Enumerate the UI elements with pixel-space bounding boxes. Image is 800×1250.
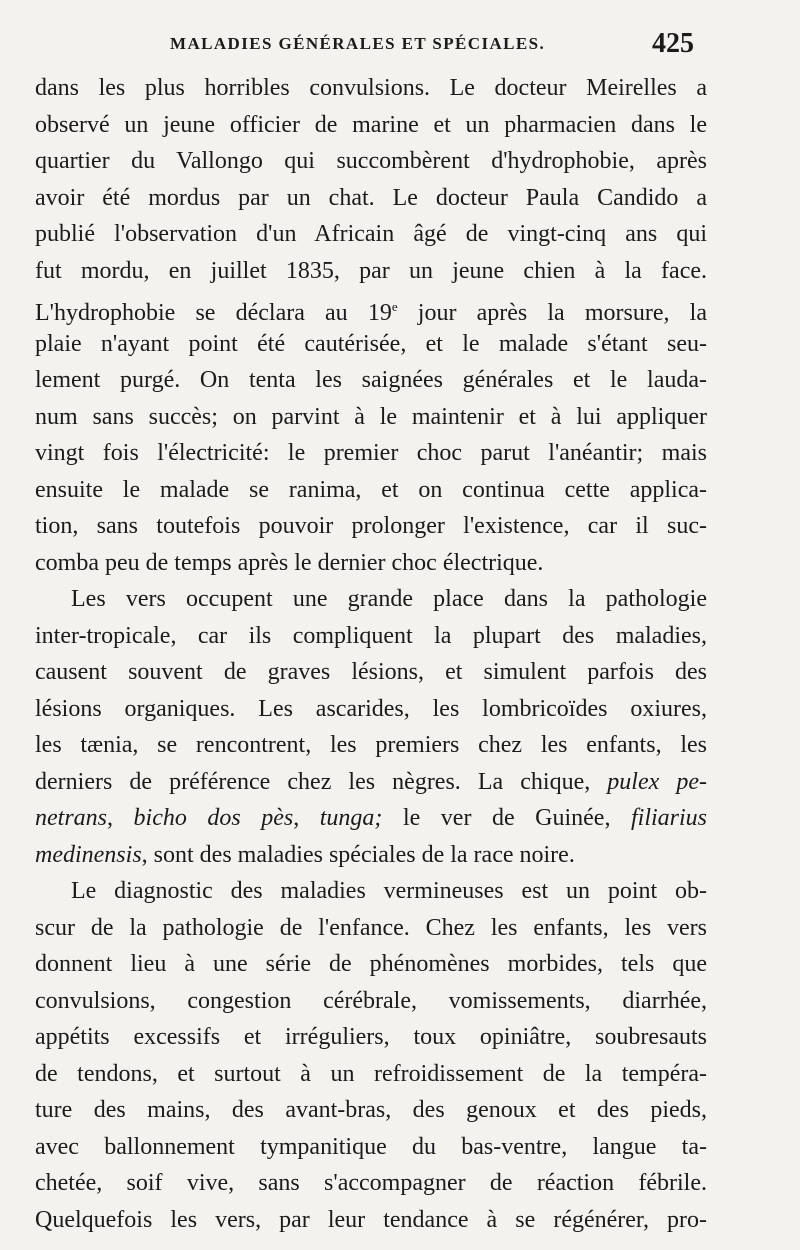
text-line: dans les plus horribles convulsions. Le docteur Meirelles a — [35, 75, 707, 101]
text-line: observé un jeune officier de marine et un pharmacien dans le — [35, 111, 707, 138]
text-line: netrans, bicho dos pès, tunga; le ver de Guinée, filiarius — [35, 805, 708, 831]
text-line: num sans succès; on parvint à le maintenir et à lui appliquer — [35, 403, 707, 430]
text-line: publié l'observation d'un Africain âgé de vingt-cinq ans qui — [35, 221, 707, 247]
text-line: causent souvent de graves lésions, et simulent parfois des — [35, 659, 707, 685]
text-line: de tendons, et surtout à un refroidissement de la tempéra- — [35, 1060, 707, 1087]
text-line: inter-tropicale, car ils compliquent la plupart des maladies, — [35, 622, 707, 649]
italic-term: netrans — [35, 805, 107, 831]
text-line: lésions organiques. Les ascarides, les lombricoïdes oxiures, — [35, 695, 707, 722]
text-line: derniers de préférence chez les nègres. La chique, pulex pe- — [35, 768, 707, 795]
text-line: L'hydrophobie se déclara au 19e jour après la morsure, la — [35, 299, 707, 326]
text-line: Quelquefois les vers, par leur tendance à se régénérer, pro- — [35, 1206, 707, 1233]
text-line: chetée, soif vive, sans s'accompagner de réaction fébrile. — [35, 1170, 707, 1196]
italic-term: bicho dos pès — [133, 805, 294, 831]
text-line: Les vers occupent une grande place dans la pathologie — [71, 586, 707, 612]
text-line: convulsions, congestion cérébrale, vomissements, diarrhée, — [35, 987, 707, 1014]
italic-term: pulex pe- — [607, 768, 707, 795]
italic-term: filiarius — [630, 805, 708, 831]
italic-term: tunga; — [319, 805, 383, 831]
text-line: ture des mains, des avant-bras, des genoux et des pieds, — [35, 1097, 707, 1123]
running-title: MALADIES GÉNÉRALES ET SPÉCIALES. — [170, 34, 546, 53]
ordinal-superscript: e — [391, 299, 398, 314]
text-line: Le diagnostic des maladies vermineuses est un point ob- — [71, 878, 707, 904]
text-line: ensuite le malade se ranima, et on continua cette applica- — [35, 476, 707, 503]
text-line: lement purgé. On tenta les saignées générales et le lauda- — [35, 367, 707, 393]
text-line: donnent lieu à une série de phénomènes morbides, tels que — [35, 951, 707, 977]
text-line: medinensis, sont des maladies spéciales de la race noire. — [35, 841, 575, 868]
running-head — [0, 30, 800, 62]
text-line: les tænia, se rencontrent, les premiers chez les enfants, les — [35, 732, 707, 758]
text-line: plaie n'ayant point été cautérisée, et le malade s'étant seu- — [35, 330, 707, 357]
text-line: vingt fois l'électricité: le premier choc parut l'anéantir; mais — [35, 440, 707, 466]
text-line: comba peu de temps après le dernier choc électrique. — [35, 549, 544, 576]
page-number: 425 — [652, 28, 694, 59]
body-text — [35, 70, 707, 1238]
italic-term: medinensis — [35, 841, 142, 868]
text-line: avec ballonnement tympanitique du bas-ventre, langue ta- — [35, 1133, 707, 1160]
text-line: tion, sans toutefois pouvoir prolonger l'existence, car il suc- — [35, 513, 707, 539]
text-line: scur de la pathologie de l'enfance. Chez les enfants, les vers — [35, 914, 707, 941]
text-line: avoir été mordus par un chat. Le docteur Paula Candido a — [35, 184, 707, 211]
text-line: fut mordu, en juillet 1835, par un jeune chien à la face. — [35, 257, 707, 284]
text-line: quartier du Vallongo qui succombèrent d'hydrophobie, après — [35, 148, 707, 174]
text-line: appétits excessifs et irréguliers, toux opiniâtre, soubresauts — [35, 1024, 707, 1050]
